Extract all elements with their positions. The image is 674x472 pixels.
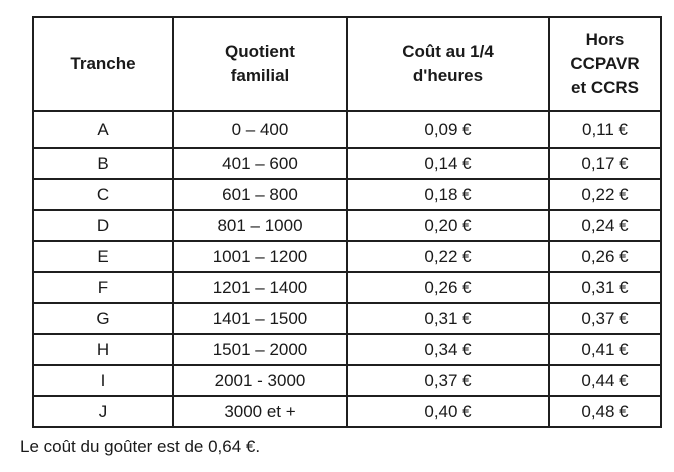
cell-hors: 0,26 € bbox=[549, 241, 661, 272]
cell-cout: 0,20 € bbox=[347, 210, 549, 241]
cell-quotient: 601 – 800 bbox=[173, 179, 347, 210]
tarif-table bbox=[32, 16, 662, 428]
table-row bbox=[33, 334, 661, 365]
table-row bbox=[33, 111, 661, 148]
cell-quotient: 3000 et + bbox=[173, 396, 347, 427]
cell-quotient: 1201 – 1400 bbox=[173, 272, 347, 303]
cell-cout: 0,40 € bbox=[347, 396, 549, 427]
header-tranche: Tranche bbox=[33, 17, 173, 111]
cell-hors: 0,22 € bbox=[549, 179, 661, 210]
cell-tranche: J bbox=[33, 396, 173, 427]
cell-cout: 0,14 € bbox=[347, 148, 549, 179]
cell-hors: 0,37 € bbox=[549, 303, 661, 334]
header-row bbox=[33, 17, 661, 111]
cell-cout: 0,26 € bbox=[347, 272, 549, 303]
table-row bbox=[33, 396, 661, 427]
cell-cout: 0,37 € bbox=[347, 365, 549, 396]
table-row bbox=[33, 272, 661, 303]
cell-quotient: 1001 – 1200 bbox=[173, 241, 347, 272]
cell-quotient: 801 – 1000 bbox=[173, 210, 347, 241]
cell-hors: 0,41 € bbox=[549, 334, 661, 365]
cell-hors: 0,11 € bbox=[549, 111, 661, 148]
cell-hors: 0,24 € bbox=[549, 210, 661, 241]
cell-tranche: E bbox=[33, 241, 173, 272]
table-row bbox=[33, 210, 661, 241]
cell-tranche: A bbox=[33, 111, 173, 148]
cell-tranche: F bbox=[33, 272, 173, 303]
table-row bbox=[33, 365, 661, 396]
cell-cout: 0,18 € bbox=[347, 179, 549, 210]
header-quotient-familial: Quotient familial bbox=[173, 17, 347, 111]
tarif-table-body bbox=[33, 111, 661, 427]
header-cout-quart-heure: Coût au 1/4 d'heures bbox=[347, 17, 549, 111]
cell-quotient: 0 – 400 bbox=[173, 111, 347, 148]
cell-quotient: 1401 – 1500 bbox=[173, 303, 347, 334]
cell-quotient: 2001 - 3000 bbox=[173, 365, 347, 396]
cell-tranche: H bbox=[33, 334, 173, 365]
cell-cout: 0,09 € bbox=[347, 111, 549, 148]
cell-tranche: G bbox=[33, 303, 173, 334]
gouter-note: Le coût du goûter est de 0,64 €. bbox=[20, 437, 261, 456]
cell-hors: 0,17 € bbox=[549, 148, 661, 179]
header-hors-ccpavr-ccrs: Hors CCPAVR et CCRS bbox=[549, 17, 661, 111]
cell-hors: 0,31 € bbox=[549, 272, 661, 303]
table-row bbox=[33, 148, 661, 179]
cell-cout: 0,31 € bbox=[347, 303, 549, 334]
cell-hors: 0,44 € bbox=[549, 365, 661, 396]
cell-tranche: I bbox=[33, 365, 173, 396]
cell-cout: 0,22 € bbox=[347, 241, 549, 272]
cell-quotient: 1501 – 2000 bbox=[173, 334, 347, 365]
table-row bbox=[33, 179, 661, 210]
table-row bbox=[33, 241, 661, 272]
cell-tranche: D bbox=[33, 210, 173, 241]
cell-hors: 0,48 € bbox=[549, 396, 661, 427]
cell-tranche: B bbox=[33, 148, 173, 179]
table-row bbox=[33, 303, 661, 334]
cell-quotient: 401 – 600 bbox=[173, 148, 347, 179]
cell-tranche: C bbox=[33, 179, 173, 210]
cell-cout: 0,34 € bbox=[347, 334, 549, 365]
